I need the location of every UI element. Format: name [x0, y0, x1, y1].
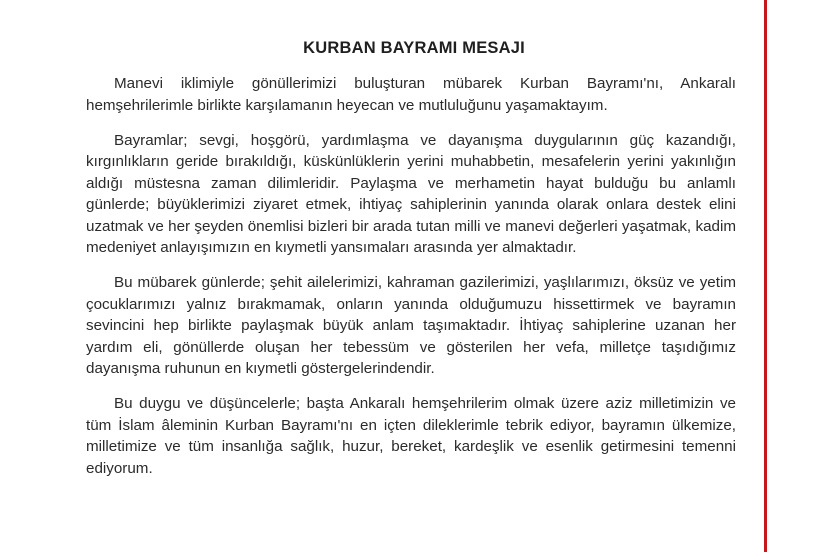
paragraph-mubarek-gunler: Bu mübarek günlerde; şehit ailelerimizi, kahraman gazilerimizi, yaşlılarımızı, öksüz ve yetim çocuklarımızı yalnız bırakmamak, onların yanında olduğumuzu hissettirmek ve bayramın sevincini hep birlikte paylaşmak büyük anlam taşımaktadır. İhtiyaç sahiplerine uzanan her yardım eli, gönüllerde oluşan her tebessüm ve gösterilen her vefa, milletçe taşıdığımız dayanışma ruhunun en kıymetli göstergelerindendir.	[86, 274, 736, 377]
page-border-line	[764, 0, 767, 552]
document-body	[86, 73, 736, 479]
document	[86, 0, 736, 493]
paragraph-bayramlar: Bayramlar; sevgi, hoşgörü, yardımlaşma ve dayanışma duygularının güç kazandığı, kırgınlıkların geride bırakıldığı, küskünlüklerin yerini muhabbetin, mesafelerin yerini yakınlığın aldığı müstesna zaman dilimleridir. Paylaşma ve merhametin hayat bulduğu bu anlamlı günlerde; büyüklerimizi ziyaret etmek, ihtiyaç sahiplerinin yanında olarak onlara destek elini uzatmak ve her şeyden önemlisi bizleri bir arada tutan milli ve manevi değerleri yaşatmak, kadim medeniyet anlayışımızın en kıymetli yansımaları arasında yer almaktadır.	[86, 131, 736, 256]
paragraph-closing: Bu duygu ve düşüncelerle; başta Ankaralı hemşehrilerim olmak üzere aziz milletimizin ve tüm İslam âleminin Kurban Bayramı'nı en içten dileklerimle tebrik ediyor, bayramın ülkemize, milletimize ve tüm insanlığa sağlık, huzur, bereket, kardeşlik ve esenlik getirmesini temenni ediyorum.	[86, 395, 736, 477]
paragraph-intro: Manevi iklimiyle gönüllerimizi buluşturan mübarek Kurban Bayramı'nı, Ankaralı hemşehrilerimle birlikte karşılamanın heyecan ve mutluluğunu yaşamaktayım.	[86, 75, 736, 114]
document-title: KURBAN BAYRAMI MESAJI	[303, 39, 525, 57]
